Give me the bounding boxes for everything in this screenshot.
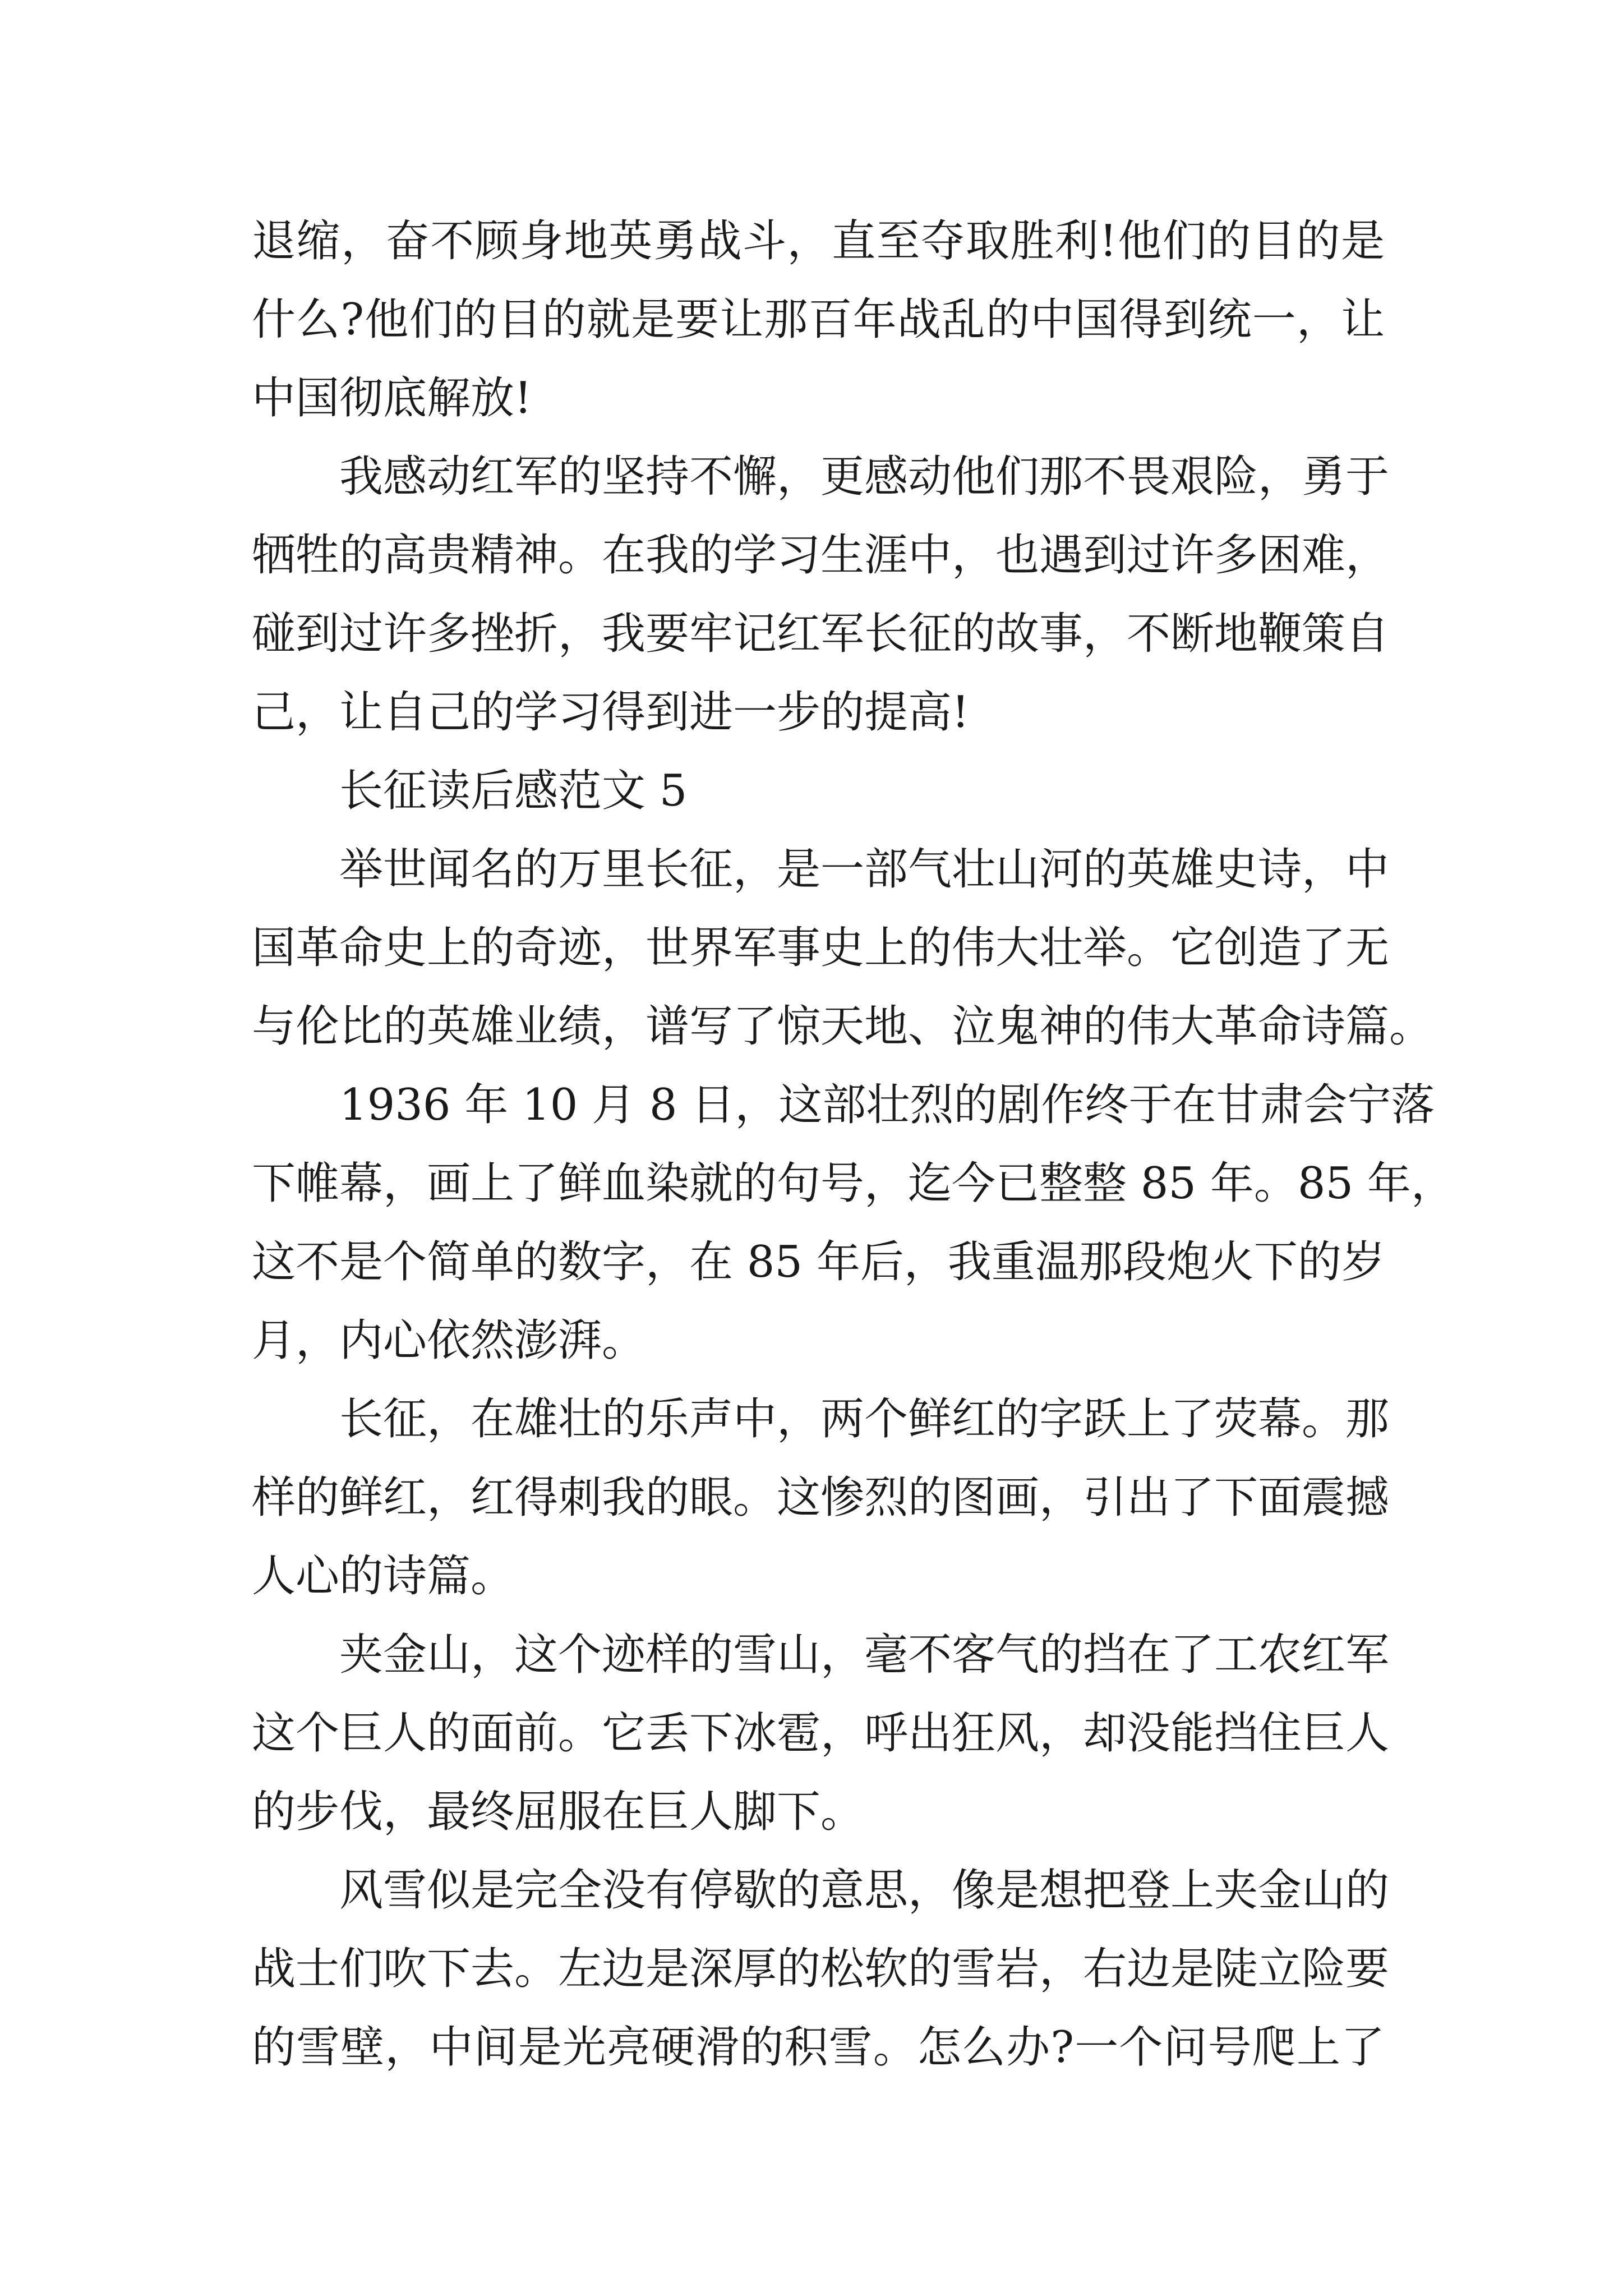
text-line: 月，内心依然澎湃。	[252, 1315, 646, 1366]
text-line: 样的鲜红，红得刺我的眼。这惨烈的图画，引出了下面震撼	[252, 1473, 1390, 1523]
text-line: 与伦比的英雄业绩，谱写了惊天地、泣鬼神的伟大革命诗篇。	[252, 1001, 1433, 1052]
text-line: 战士们吹下去。左边是深厚的松软的雪岩，右边是陡立险要	[252, 1944, 1390, 1994]
text-line: 夹金山，这个迹样的雪山，毫不客气的挡在了工农红军	[339, 1630, 1390, 1680]
text-line: 的步伐，最终屈服在巨人脚下。	[252, 1787, 865, 1837]
text-line: 国革命史上的奇迹，世界军事史上的伟大壮举。它创造了无	[252, 923, 1390, 973]
text-line: 风雪似是完全没有停歇的意思，像是想把登上夹金山的	[339, 1865, 1390, 1916]
text-line: 碰到过许多挫折，我要牢记红军长征的故事，不断地鞭策自	[252, 609, 1390, 659]
text-line: 人心的诗篇。	[252, 1551, 515, 1602]
text-line: 1936 年 10 月 8 日，这部壮烈的剧作终于在甘肃会宁落	[339, 1080, 1435, 1130]
text-line: 举世闻名的万里长征，是一部气壮山河的英雄史诗，中	[339, 844, 1390, 895]
text-line: 这不是个简单的数字，在 85 年后，我重温那段炮火下的岁	[252, 1237, 1385, 1287]
text-line: 我感动红军的坚持不懈，更感动他们那不畏艰险，勇于	[339, 452, 1390, 502]
section-heading: 长征读后感范文 5	[339, 766, 688, 816]
text-line: 己，让自己的学习得到进一步的提高!	[252, 687, 970, 738]
text-line: 牺牲的高贵精神。在我的学习生涯中，也遇到过许多困难，	[252, 530, 1390, 581]
text-line: 中国彻底解放!	[252, 373, 532, 424]
body-text	[252, 202, 1455, 2087]
text-line: 退缩，奋不顾身地英勇战斗，直至夺取胜利!他们的目的是	[252, 216, 1385, 266]
text-line: 这个巨人的面前。它丢下冰雹，呼出狂风，却没能挡住巨人	[252, 1708, 1390, 1759]
text-line: 的雪壁，中间是光亮硬滑的积雪。怎么办?一个问号爬上了	[252, 2022, 1385, 2073]
text-line: 长征，在雄壮的乐声中，两个鲜红的字跃上了荧幕。那	[339, 1394, 1390, 1444]
text-line: 什么?他们的目的就是要让那百年战乱的中国得到统一，让	[252, 295, 1385, 345]
text-line: 下帷幕，画上了鲜血染就的句号，迄今已整整 85 年。85 年，	[252, 1158, 1455, 1209]
